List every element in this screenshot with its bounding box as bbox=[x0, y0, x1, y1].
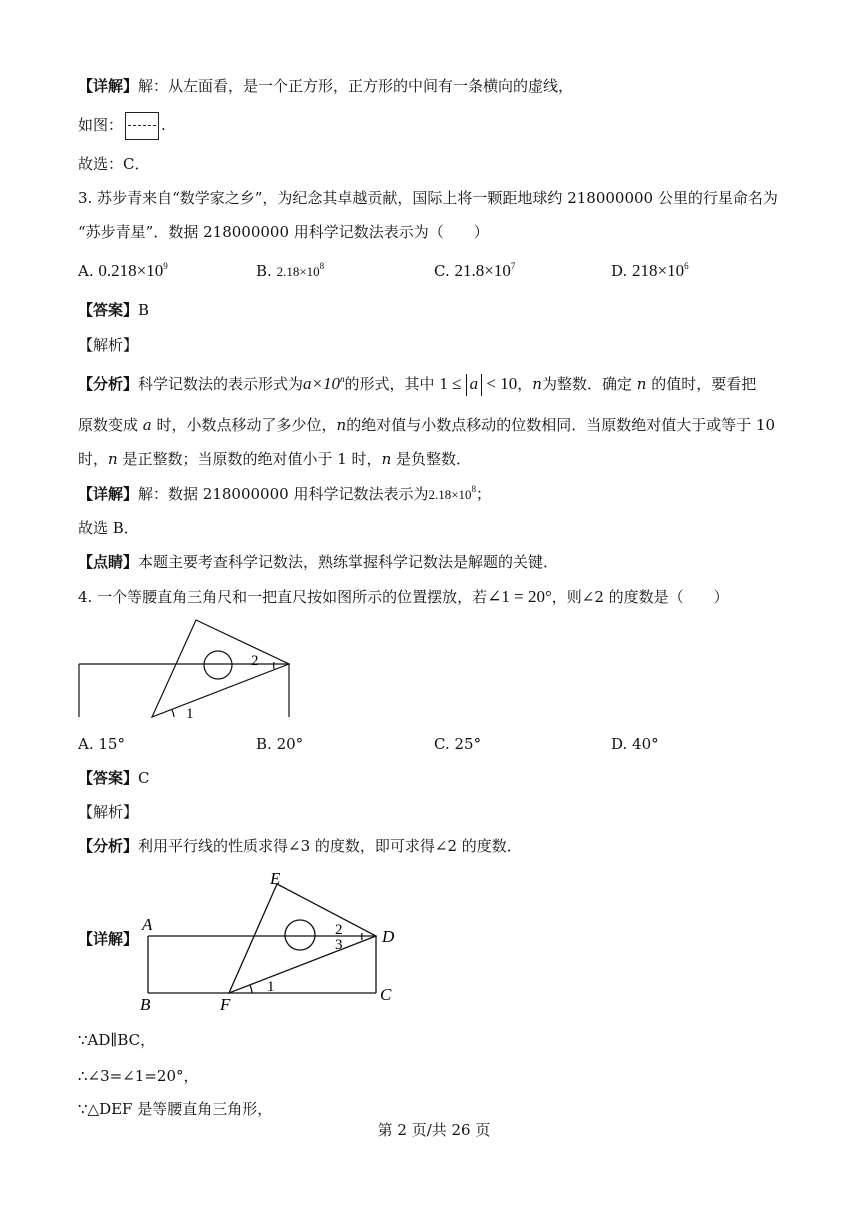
triangle-outline bbox=[152, 620, 289, 717]
option-letter: D. bbox=[611, 262, 628, 280]
detail-result: $2.18\times 10^8$ bbox=[428, 484, 477, 502]
q3-detail: 【详解】解：数据 218000000 用科学记数法表示为$2.18\times 10^8$； bbox=[78, 484, 492, 503]
formula: $a\times 10^n$ bbox=[303, 374, 345, 393]
q4-number: 4. bbox=[78, 588, 93, 606]
angle2-label: 2 bbox=[335, 922, 343, 938]
q3-analysis-line1: 【分析】科学记数法的表示形式为$a\times 10^n$的形式，其中 1 ≤ a < 10，n为整数．确定 n 的值时，要看把 bbox=[78, 374, 756, 396]
q4-analysis: 【分析】利用平行线的性质求得∠3 的度数，即可求得∠2 的度数． bbox=[78, 837, 522, 855]
angle1-label: 1 bbox=[267, 979, 275, 995]
q3-stem-line1 bbox=[78, 188, 778, 208]
q4-option-a: A. 15° bbox=[78, 735, 125, 753]
left-view-square-figure bbox=[125, 112, 159, 140]
q4-step1: ∵AD∥BC， bbox=[78, 1031, 156, 1049]
label-E: E bbox=[270, 869, 281, 888]
q2-choice: 故选：C． bbox=[78, 155, 150, 173]
option-value: $0.218\times 10^9$ bbox=[98, 261, 168, 280]
triangle-hole bbox=[204, 651, 232, 679]
q3-choice: 故选 B． bbox=[78, 519, 139, 537]
option-value: $218\times 10^6$ bbox=[632, 261, 689, 280]
q3-answer-value: B bbox=[138, 301, 150, 319]
inequality: 1 ≤ a < 10 bbox=[439, 374, 517, 393]
label-A: A bbox=[142, 915, 153, 934]
q3-option-c bbox=[434, 261, 515, 281]
angle1-label: 1 bbox=[186, 706, 194, 722]
q2-detail-line bbox=[78, 76, 573, 96]
q3-number: 3. bbox=[78, 189, 93, 207]
page-footer: 第 2 页/共 26 页 bbox=[377, 1121, 491, 1139]
triangle-DEF bbox=[229, 884, 376, 993]
triangle-hole bbox=[285, 920, 315, 950]
q3-analysis-line3: 时，n 是正整数；当原数的绝对值小于 1 时，n 是负整数． bbox=[78, 450, 472, 468]
labeled-figure-2 bbox=[134, 868, 406, 1018]
label-D: D bbox=[382, 927, 395, 946]
q3-jiexi: 【解析】 bbox=[78, 336, 139, 354]
q3-stem-line2: “苏步青星”．数据 218000000 用科学记数法表示为（ ） bbox=[78, 223, 489, 241]
option-letter: C. bbox=[434, 262, 450, 280]
q4-answer-value: C bbox=[138, 769, 150, 787]
q3-answer: 【答案】B bbox=[78, 301, 150, 319]
angle1-arc bbox=[172, 710, 174, 717]
option-value: $2.18\times 10^8$ bbox=[276, 261, 325, 279]
angle-given: ∠1 = 20° bbox=[487, 587, 552, 606]
label-C: C bbox=[380, 985, 392, 1004]
q4-answer: 【答案】C bbox=[78, 769, 150, 787]
angle3-label: 3 bbox=[335, 937, 343, 953]
q4-option-c: C. 25° bbox=[434, 735, 482, 753]
q4-option-b: B. 20° bbox=[256, 735, 304, 753]
q3-option-a bbox=[78, 261, 168, 281]
angle1-arc bbox=[250, 985, 252, 993]
figure-prefix: 如图： bbox=[78, 116, 124, 134]
angle2-label: 2 bbox=[251, 653, 259, 669]
option-letter: A. bbox=[78, 262, 94, 280]
q4-option-d: D. 40° bbox=[611, 735, 659, 753]
q4-detail-label: 【详解】 bbox=[78, 930, 139, 948]
label-B: B bbox=[140, 995, 151, 1014]
q3-stem-text1: 苏步青来自“数学家之乡”，为纪念其卓越贡献，国际上将一颗距地球约 218000000 公里的行星命名为 bbox=[97, 189, 778, 207]
q2-figure-line bbox=[78, 112, 166, 140]
q3-analysis-line2: 原数变成 a 时，小数点移动了多少位，n的绝对值与小数点移动的位数相同．当原数绝对值大于或等于 10 bbox=[78, 416, 776, 434]
figure-suffix: . bbox=[161, 116, 166, 134]
option-letter: B. bbox=[256, 262, 272, 280]
ruler-triangle-figure-1 bbox=[74, 615, 300, 725]
q4-jiexi: 【解析】 bbox=[78, 803, 139, 821]
option-value: $21.8\times 10^7$ bbox=[454, 261, 516, 280]
q3-option-b bbox=[256, 261, 324, 282]
q3-option-d bbox=[611, 261, 689, 281]
q4-stem: 4. 一个等腰直角三角尺和一把直尺按如图所示的位置摆放，若∠1 = 20°，则∠2 的度数是（ ） bbox=[78, 587, 729, 606]
q2-detail-text: 解：从左面看，是一个正方形，正方形的中间有一条横向的虚线， bbox=[138, 77, 574, 95]
q4-step2: ∴∠3=∠1=20°， bbox=[78, 1067, 199, 1085]
q4-step3: ∵△DEF 是等腰直角三角形， bbox=[78, 1100, 273, 1118]
label-F: F bbox=[220, 995, 231, 1014]
q3-comment: 【点睛】本题主要考查科学记数法，熟练掌握科学记数法是解题的关键． bbox=[78, 553, 559, 571]
detail-label: 【详解】 bbox=[78, 77, 139, 95]
